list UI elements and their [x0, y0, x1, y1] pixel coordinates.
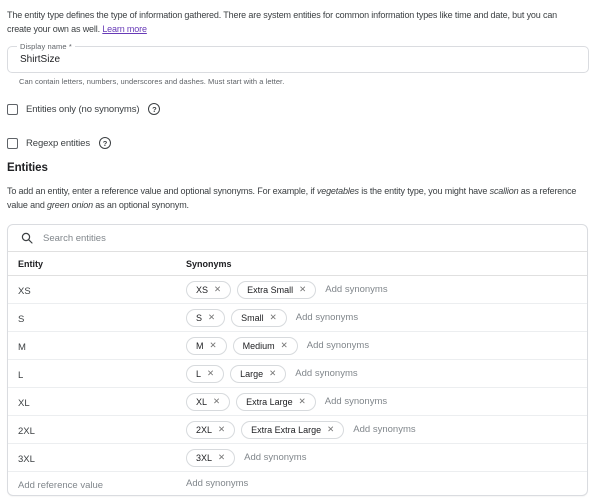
synonym-chip[interactable]: [186, 365, 224, 383]
synonyms-cell: [186, 309, 587, 327]
synonym-chip[interactable]: [186, 393, 230, 411]
intro-line-2-text: create your own as well.: [7, 24, 100, 34]
synonym-chip-label: 3XL: [196, 452, 213, 463]
remove-synonym-icon[interactable]: ✕: [280, 340, 288, 351]
remove-synonym-icon[interactable]: ✕: [207, 368, 215, 379]
synonym-chip-label: M: [196, 340, 204, 351]
add-synonyms-inline-input[interactable]: Add synonyms: [325, 284, 388, 295]
synonym-chip-label: Extra Large: [246, 396, 293, 407]
intro-paragraph: [7, 8, 589, 36]
table-row: [8, 416, 587, 444]
synonym-chip[interactable]: [186, 337, 227, 355]
synonym-chip-label: Large: [240, 368, 264, 379]
add-synonyms-inline-input[interactable]: Add synonyms: [244, 452, 307, 463]
remove-synonym-icon[interactable]: ✕: [209, 340, 217, 351]
display-name-label: Display name *: [17, 42, 75, 51]
table-rows: [8, 276, 587, 472]
remove-synonym-icon[interactable]: ✕: [214, 284, 222, 295]
synonyms-cell: [186, 365, 587, 383]
synonym-chip-label: 2XL: [196, 424, 213, 435]
entities-only-checkbox[interactable]: [7, 104, 18, 115]
entity-type-editor: [7, 8, 589, 496]
search-placeholder: Search entities: [43, 232, 106, 244]
synonyms-cell: [186, 337, 587, 355]
synonyms-cell: [186, 421, 587, 439]
synonyms-cell: [186, 449, 587, 467]
remove-synonym-icon[interactable]: ✕: [213, 396, 221, 407]
intro-line-1: The entity type defines the type of information gathered. There are system entities for common information types like time and date, but you can: [7, 10, 558, 20]
remove-synonym-icon[interactable]: ✕: [208, 312, 216, 323]
table-row: [8, 304, 587, 332]
remove-synonym-icon[interactable]: ✕: [327, 424, 335, 435]
add-synonyms-inline-input[interactable]: Add synonyms: [324, 396, 388, 407]
synonym-chip-label: Small: [241, 312, 264, 323]
entity-reference-value[interactable]: M: [18, 341, 26, 353]
remove-synonym-icon[interactable]: ✕: [218, 452, 226, 463]
synonym-chip[interactable]: [241, 421, 344, 439]
regexp-entities-checkbox[interactable]: [7, 138, 18, 149]
synonyms-cell: [186, 393, 587, 411]
search-icon: [21, 232, 33, 244]
synonym-chip-label: L: [196, 368, 202, 379]
regexp-entities-help-icon[interactable]: ?: [99, 137, 111, 149]
synonym-chip-label: XL: [196, 396, 208, 407]
entities-description-line-1: To add an entity, enter a reference value and optional synonyms. For example, if vegetables is the entity type, you might have scallion as a reference: [7, 186, 577, 196]
intro-line-2: [7, 22, 589, 36]
entities-only-checkbox-row: [7, 103, 589, 115]
remove-synonym-icon[interactable]: ✕: [269, 368, 277, 379]
synonym-chip-label: Extra Extra Large: [251, 424, 322, 435]
synonym-chip-label: S: [196, 312, 203, 323]
synonym-chip[interactable]: [186, 449, 235, 467]
table-header-row: [8, 252, 587, 276]
regexp-entities-checkbox-row: [7, 137, 589, 149]
entities-description-line-2: value and green onion as an optional synonym.: [7, 200, 189, 210]
regexp-entities-label: Regexp entities: [26, 137, 90, 149]
add-synonyms-input[interactable]: Add synonyms: [186, 478, 249, 489]
column-header-synonyms: Synonyms: [186, 258, 232, 269]
add-reference-value-input[interactable]: Add reference value: [18, 479, 104, 491]
remove-synonym-icon[interactable]: ✕: [269, 312, 277, 323]
entity-reference-value[interactable]: 3XL: [18, 453, 35, 465]
synonyms-cell: [186, 281, 587, 299]
table-row: [8, 360, 587, 388]
synonym-chip[interactable]: [237, 281, 316, 299]
add-synonyms-inline-input[interactable]: Add synonyms: [295, 312, 359, 323]
learn-more-link[interactable]: Learn more: [102, 24, 147, 34]
entity-reference-value[interactable]: S: [18, 313, 25, 325]
table-row: [8, 388, 587, 416]
search-entities-input[interactable]: [8, 225, 587, 252]
add-entity-row: [8, 472, 587, 495]
synonym-chip[interactable]: [233, 337, 298, 355]
entity-reference-value[interactable]: 2XL: [18, 425, 35, 437]
synonym-chip-label: XS: [196, 284, 209, 295]
synonym-chip[interactable]: [186, 421, 235, 439]
display-name-helper: Can contain letters, numbers, underscores and dashes. Must start with a letter.: [19, 77, 285, 86]
add-synonyms-inline-input[interactable]: Add synonyms: [295, 368, 358, 379]
table-row: [8, 332, 587, 360]
entities-heading: Entities: [7, 162, 48, 174]
synonym-chip[interactable]: [186, 281, 231, 299]
entity-reference-value[interactable]: XL: [18, 397, 30, 409]
entities-table-card: [7, 224, 588, 496]
synonym-chip[interactable]: [186, 309, 225, 327]
remove-synonym-icon[interactable]: ✕: [299, 284, 307, 295]
synonym-chip-label: Medium: [242, 340, 275, 351]
display-name-value[interactable]: ShirtSize: [20, 54, 61, 65]
entities-description: [7, 184, 589, 212]
synonym-chip[interactable]: [230, 365, 286, 383]
synonym-chip-label: Extra Small: [247, 284, 294, 295]
display-name-field[interactable]: [7, 42, 589, 73]
synonym-chip[interactable]: [236, 393, 316, 411]
remove-synonym-icon[interactable]: ✕: [218, 424, 226, 435]
entity-reference-value[interactable]: L: [18, 369, 24, 381]
entities-only-label: Entities only (no synonyms): [26, 103, 140, 115]
table-row: [8, 444, 587, 472]
synonym-chip[interactable]: [231, 309, 287, 327]
remove-synonym-icon[interactable]: ✕: [298, 396, 306, 407]
entities-only-help-icon[interactable]: ?: [148, 103, 160, 115]
entity-reference-value[interactable]: XS: [18, 285, 31, 297]
add-synonyms-inline-input[interactable]: Add synonyms: [353, 424, 416, 435]
table-row: [8, 276, 587, 304]
column-header-entity: Entity: [18, 258, 44, 269]
add-synonyms-inline-input[interactable]: Add synonyms: [306, 340, 370, 351]
